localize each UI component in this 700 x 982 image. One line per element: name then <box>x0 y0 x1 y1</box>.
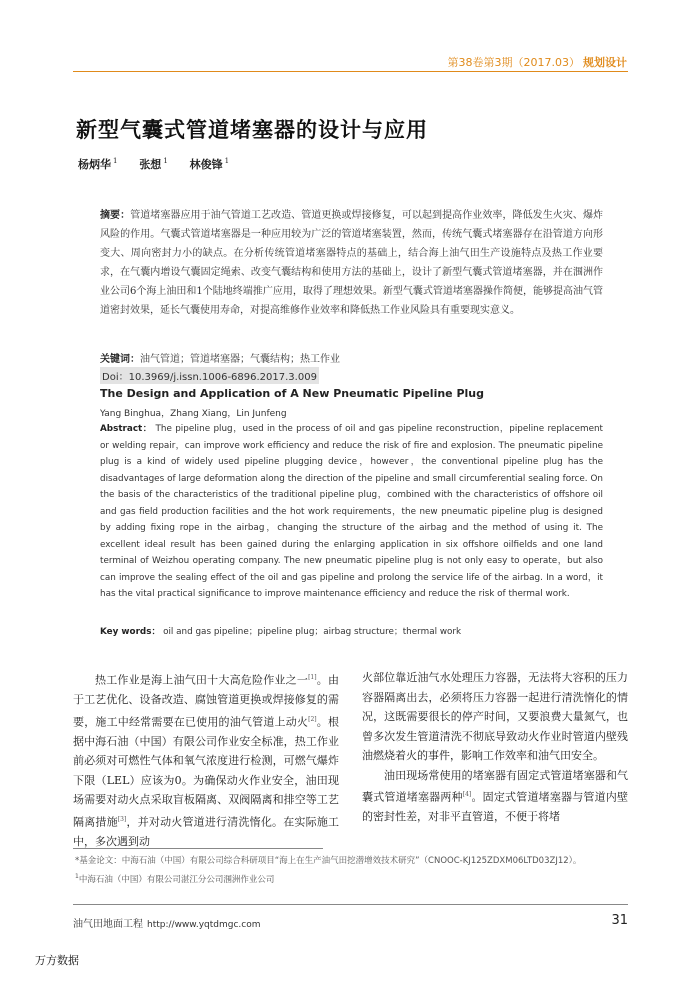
keywords-zh-text: 油气管道；管道堵塞器；气囊结构；热工作业 <box>140 354 340 365</box>
author-2: 张想 $^1$ <box>139 157 168 171</box>
footnotes <box>75 853 628 888</box>
citation[interactable]: [1] <box>308 674 317 681</box>
keywords-en-text: oil and gas pipeline；pipeline plug；airbag structure；thermal work <box>163 627 462 637</box>
journal-url[interactable]: http://www.yqtdmgc.com <box>147 920 261 930</box>
issue-label: 第38卷第3期（2017.03） <box>447 56 580 69</box>
doi-link[interactable]: Doi：10.3969/j.issn.1006-6896.2017.3.009 <box>100 367 319 384</box>
paragraph: 热工作业是海上油气田十大高危险作业之一[1]。由于工艺优化、设备改造、腐蚀管道更换或焊接修复的需要，施工中经常需要在已使用的油气管道上动火[2]。根据中海石油（中国）有限公司作业安全标准，热工作业前必须对可燃性气体和氧气浓度进行检测，可燃气爆炸下限（LEL）应该为0。为确保动火作业安全，油田现场需要对动火点采取盲板隔离、双阀隔离和排空等工艺隔离措施[3]，并对动火管道进行清洗惰化。在实际施工中，多次遇到动 <box>73 673 340 848</box>
author-1: 杨炳华 $^1$ <box>78 157 118 171</box>
keywords-english <box>100 624 461 637</box>
section-label: 规划设计 <box>583 56 627 69</box>
page-number: 31 <box>611 913 628 928</box>
abstract-zh-label: 摘要： <box>100 210 131 221</box>
citation[interactable]: [3] <box>117 815 127 823</box>
affiliation-footnote: $^1$中海石油（中国）有限公司湛江分公司涠洲作业公司 <box>75 873 275 885</box>
abstract-english <box>100 421 603 603</box>
abstract-en-label: Abstract： <box>100 424 153 434</box>
wanfang-watermark: 万方数据 <box>35 954 79 967</box>
fund-footnote: *基金论文：中海石油（中国）有限公司综合科研项目“海上在生产油气田挖潜增效技术研究”（CNOOC-KJ125ZDXM06LTD03ZJ12）。 <box>75 856 582 866</box>
body-column-right <box>362 668 628 827</box>
keywords-zh-label: 关键词： <box>100 354 140 365</box>
journal-header <box>330 54 627 70</box>
english-title: The Design and Application of A New Pneumatic Pipeline Plug <box>100 387 485 400</box>
paragraph: 油田现场常使用的堵塞器有固定式管道堵塞器和气囊式管道堵塞器两种[4]。固定式管道堵塞器与管道内壁的密封性差，对非平直管道，不便于将堵 <box>362 768 629 824</box>
keywords-en-label: Key words： <box>100 627 161 637</box>
keywords-chinese <box>100 350 603 365</box>
journal-footer <box>73 915 260 930</box>
abstract-chinese <box>100 206 603 320</box>
journal-name: 油气田地面工程 <box>73 919 143 930</box>
citation[interactable]: [4] <box>462 791 472 798</box>
paragraph: 火部位靠近油气水处理压力容器，无法将大容积的压力容器隔离出去，必须将压力容器一起进行清洗惰化的情况，这既需要很长的停产时间，又要浪费大量氮气，也曾多次发生管道清洗不彻底导致动火作业时管道内壁残油燃烧着火的事件，影响工作效率和油气田安全。 <box>362 671 628 762</box>
abstract-en-text: The pipeline plug，used in the process of oil and gas pipeline reconstruction，pipeline replacement or welding repair，can improve work efficiency and reduce the risk of fire and explosion. The pneumatic pipeline plug is a kind of widely used pipeline plugging device，however，the conventional pipeline plug has the disadvantages of large deformation along the direction of the pipeline and small circumferential sealing force. On the basis of the characteristics of the traditional pipeline plug，combined with the characteristics of offshore oil and gas field production facilities and the hot work requirements，the new pneumatic pipeline plug is designed by adding fixing rope in the airbag，changing the structure of the airbag and the method of using it. The excellent ideal result has been gained during the enlarging application in six offshore oilfields and one land terminal of Weizhou operating company. The new pneumatic pipeline plug is not only easy to operate，but also can improve the sealing effect of the oil and gas pipeline and prolong the service life of the airbag. In a word，it has the vital practical significance to improve maintenance efficiency and reduce the risk of thermal work. <box>100 424 604 599</box>
body-column-left <box>73 668 339 851</box>
abstract-zh-text: 管道堵塞器应用于油气管道工艺改造、管道更换或焊接修复，可以起到提高作业效率，降低发生火灾、爆炸风险的作用。气囊式管道堵塞器是一种应用较为广泛的管道堵塞装置，然而，传统气囊式堵塞器存在沿管道方向形变大、周向密封力小的缺点。在分析传统管道堵塞器特点的基础上，结合海上油气田生产设施特点及热工作业要求，在气囊内增设气囊固定绳索、改变气囊结构和使用方法的基础上，设计了新型气囊式管道堵塞器，并在涠洲作业公司6个海上油田和1个陆地终端推广应用，取得了理想效果。新型气囊式管道堵塞器操作简便，能够提高油气管道密封效果，延长气囊使用寿命，对提高维修作业效率和降低热工作业风险具有重要现实意义。 <box>100 210 604 316</box>
footnote-divider <box>73 848 323 849</box>
citation[interactable]: [2] <box>308 715 317 723</box>
article-title: 新型气囊式管道堵塞器的设计与应用 <box>76 117 428 142</box>
footer-divider <box>73 904 628 905</box>
header-divider <box>73 71 628 72</box>
english-authors: Yang Binghua，Zhang Xiang，Lin Junfeng <box>100 409 287 419</box>
author-list <box>78 156 247 172</box>
author-3: 林俊锋 $^1$ <box>189 157 230 171</box>
